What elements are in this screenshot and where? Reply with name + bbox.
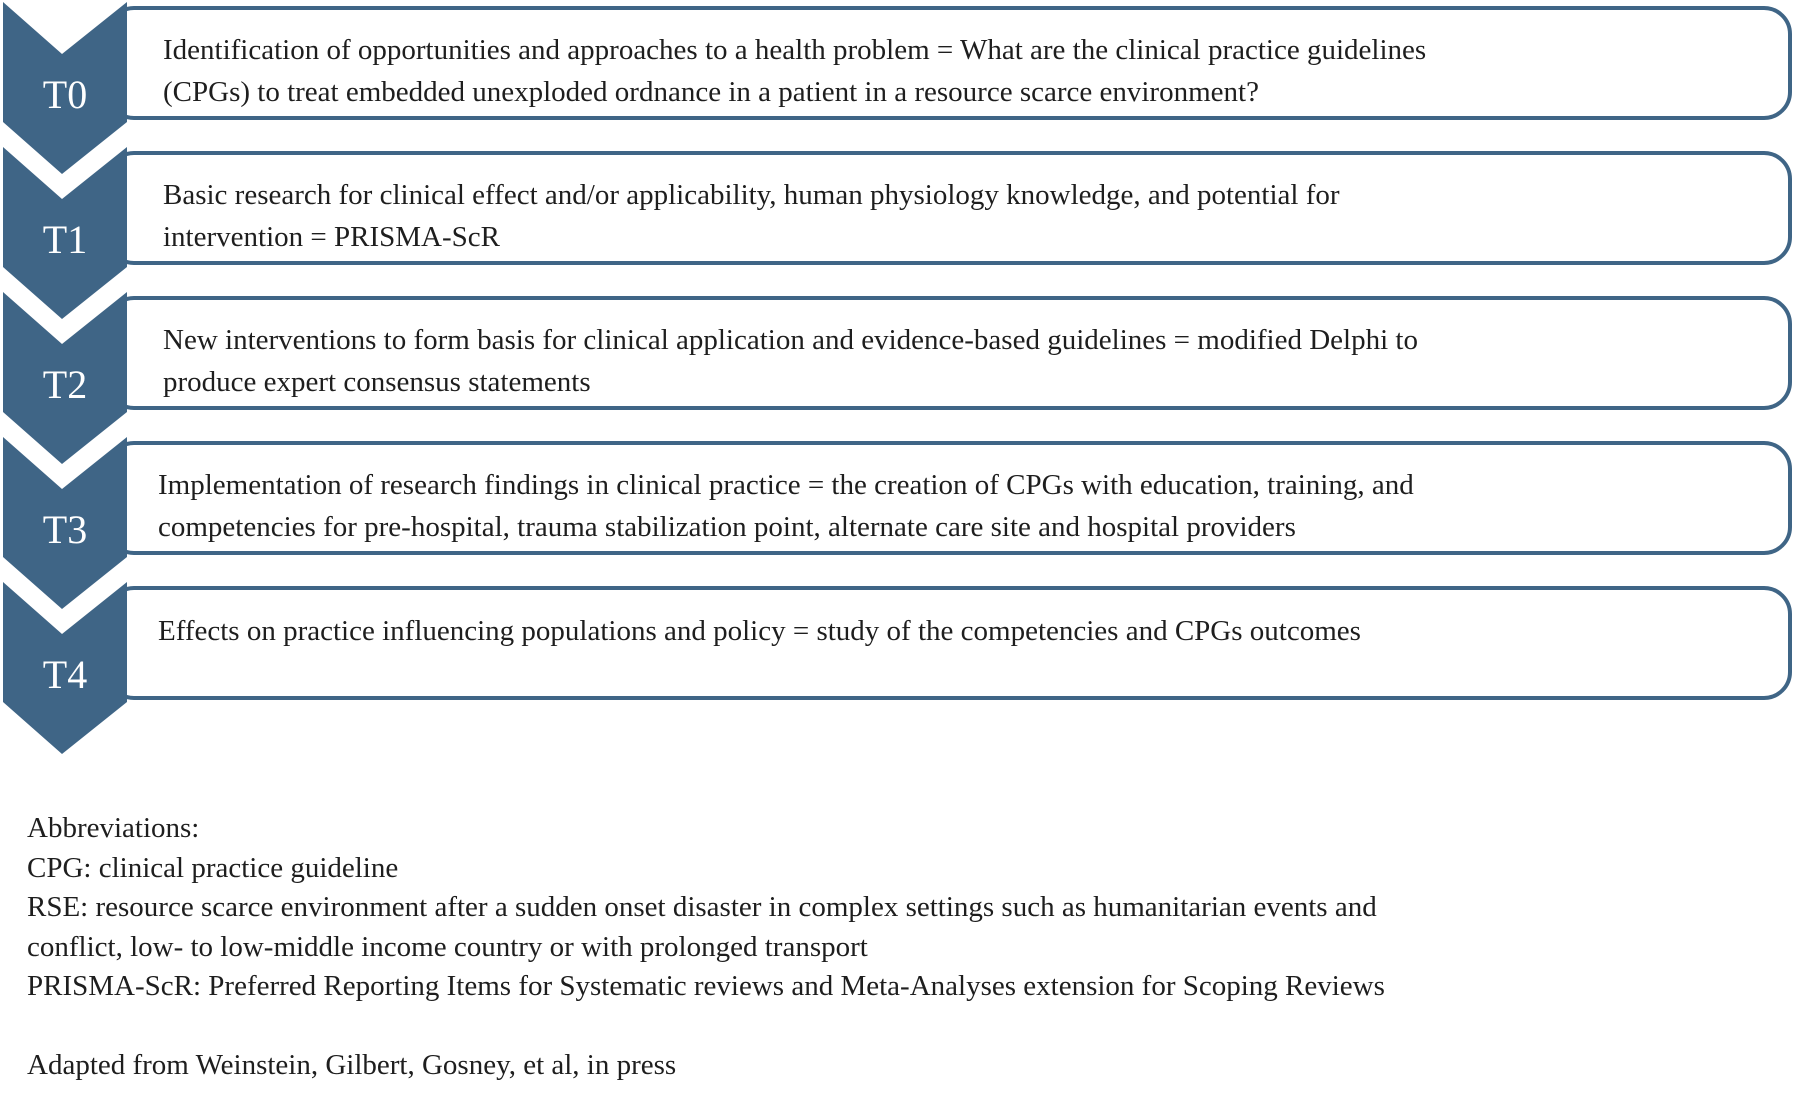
stage-description-line: Basic research for clinical effect and/or applicability, human physiology knowledge, and potential for <box>163 179 1340 211</box>
stage-description-line: intervention = PRISMA-ScR <box>163 221 500 253</box>
stage-description-line: Implementation of research findings in clinical practice = the creation of CPGs with education, training, and <box>158 469 1414 501</box>
stage-description-t4 <box>158 610 1758 652</box>
stage-description-line: produce expert consensus statements <box>163 366 591 398</box>
stage-description-t0 <box>163 29 1763 113</box>
notes-spacer <box>27 1007 1767 1046</box>
stage-label-t1: T1 <box>42 217 88 262</box>
stage-description-t3 <box>158 464 1758 548</box>
stage-description-line: Identification of opportunities and approaches to a health problem = What are the clinical practice guidelines <box>163 34 1427 66</box>
source-attribution: Adapted from Weinstein, Gilbert, Gosney, et al, in press <box>27 1048 677 1081</box>
abbreviations-notes <box>27 809 1767 1085</box>
stage-description-t2 <box>163 319 1763 403</box>
stage-description-line: (CPGs) to treat embedded unexploded ordnance in a patient in a resource scarce environment? <box>163 76 1259 108</box>
stage-description-line: New interventions to form basis for clinical application and evidence-based guidelines = modified Delphi to <box>163 324 1418 356</box>
stage-label-t4: T4 <box>42 652 88 697</box>
stage-description-t1 <box>163 174 1763 258</box>
stage-label-t0: T0 <box>42 72 88 117</box>
stage-label-t2: T2 <box>42 362 88 407</box>
abbreviation-rse-line-1: RSE: resource scarce environment after a sudden onset disaster in complex settings such as humanitarian events and <box>27 891 1377 923</box>
abbreviation-prisma: PRISMA-ScR: Preferred Reporting Items for Systematic reviews and Meta-Analyses extension for Scoping Reviews <box>27 970 1385 1002</box>
abbreviations-heading: Abbreviations: <box>27 812 200 844</box>
abbreviation-rse-line-2: conflict, low- to low-middle income country or with prolonged transport <box>27 930 868 963</box>
abbreviation-cpg: CPG: clinical practice guideline <box>27 851 399 884</box>
stage-label-t3: T3 <box>42 507 88 552</box>
stage-description-line: Effects on practice influencing populations and policy = study of the competencies and CPGs outcomes <box>158 615 1361 647</box>
stage-description-line: competencies for pre-hospital, trauma stabilization point, alternate care site and hospital providers <box>158 511 1296 543</box>
